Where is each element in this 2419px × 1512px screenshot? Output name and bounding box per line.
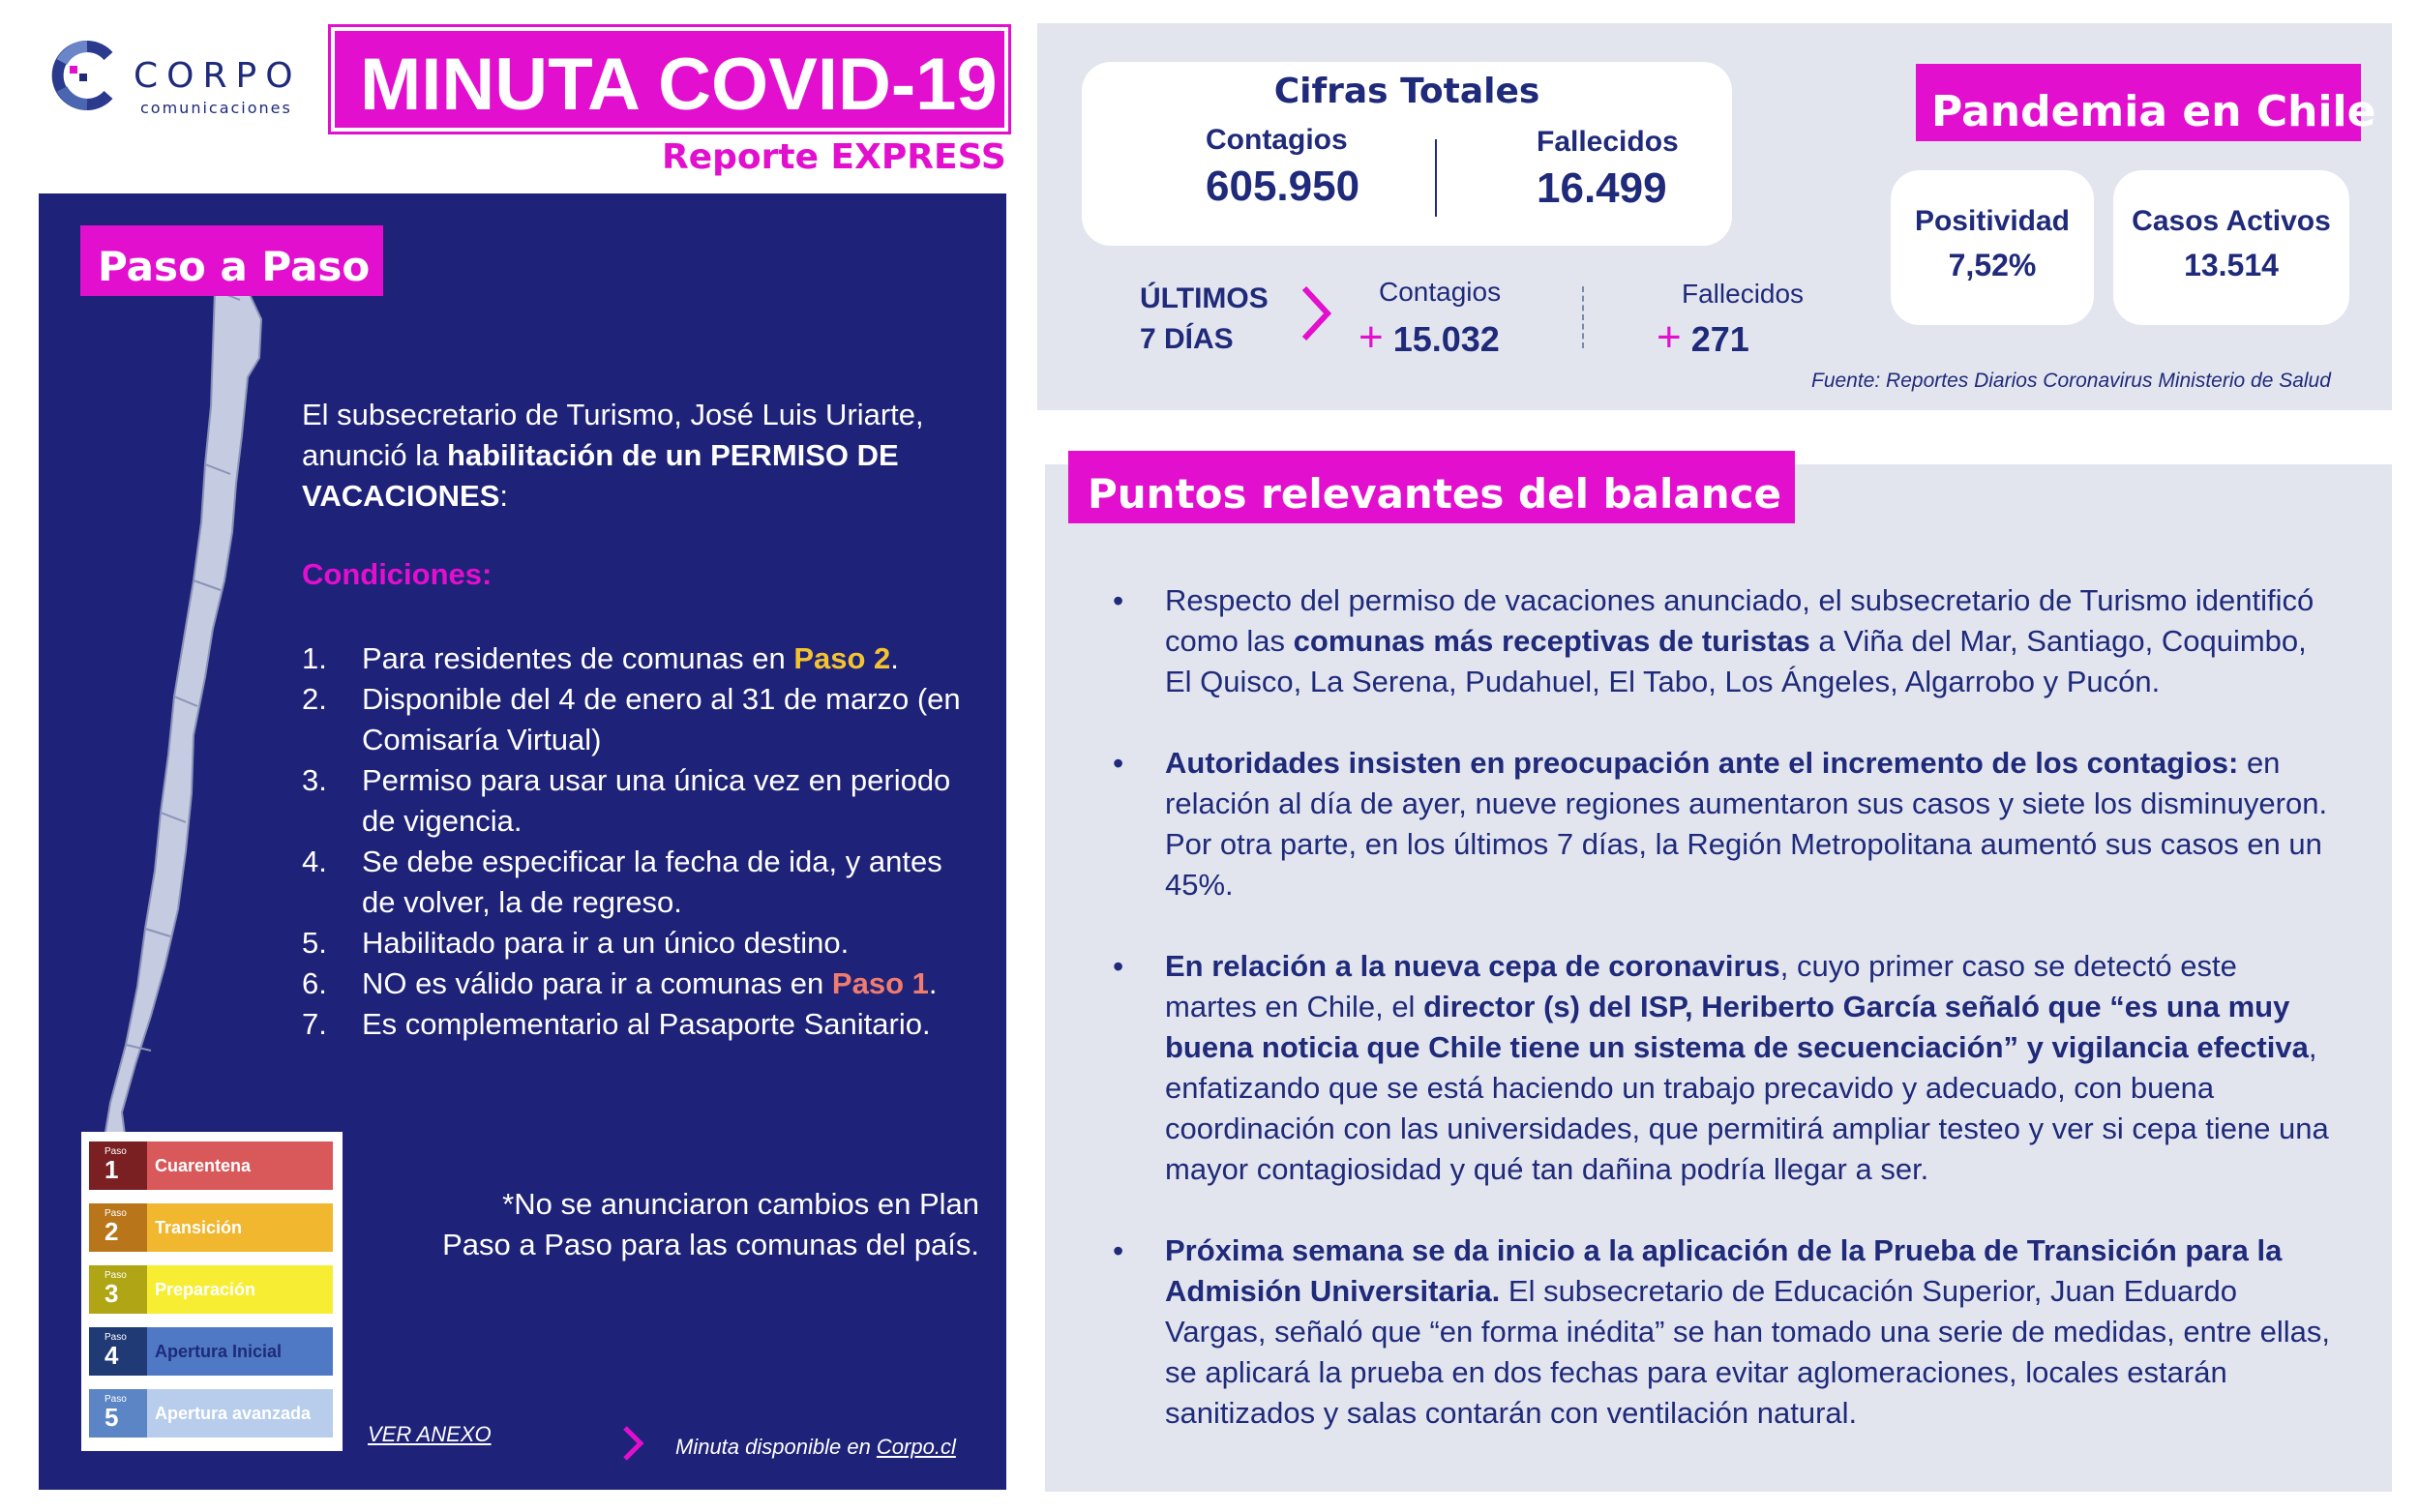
pandemia-chile-tag [1916, 64, 2376, 141]
condition-text: Habilitado para ir a un único destino. [362, 926, 850, 960]
legend-number: 2 [105, 1217, 119, 1246]
pandemia-chile-label: Pandemia en Chile [1931, 87, 2376, 136]
legend-number-box [89, 1389, 147, 1438]
plus-icon: + [1359, 313, 1384, 361]
condition-item [302, 923, 970, 964]
corpo-logo [48, 37, 310, 124]
legend-number-box [89, 1141, 147, 1190]
intro-bold: habilitación de un PERMISO DE VACACIONES [302, 438, 899, 513]
condition-text: Disponible del 4 de enero al 31 de marzo (en Comisaría Virtual) [362, 682, 961, 756]
title-banner [331, 27, 1008, 132]
condition-text: Permiso para usar una única vez en periodo de vigencia. [362, 763, 951, 838]
corpo-logo-icon [48, 37, 126, 114]
point-text: , enfatizando que se está haciendo un trabajo precavido y adecuado, con buena coordinación con las universidades, que permitirá ampliar testeo y ver si cepa tiene una mayor contagiosidad y qué tan dañina podría llegar a ser. [1165, 1030, 2329, 1186]
condition-number: 2. [302, 682, 327, 716]
condition-highlight: Paso 1 [831, 966, 929, 1000]
legend-item [89, 1203, 333, 1252]
chevron-right-icon [1297, 282, 1335, 344]
legend-paso-word: Paso [105, 1394, 127, 1405]
condition-number: 7. [302, 1007, 327, 1041]
legend-number: 1 [105, 1155, 119, 1184]
list-item [1113, 580, 2332, 702]
casos-activos-card [2113, 170, 2349, 325]
ver-anexo-link[interactable]: VER ANEXO [368, 1422, 492, 1446]
list-item [1113, 946, 2332, 1190]
cifras-title: Cifras Totales [1273, 72, 1540, 111]
paso-legend [81, 1132, 343, 1451]
conditions-list [302, 638, 970, 1045]
point-text: a Viña del Mar, Santiago, Coquimbo, El Quisco, La Serena, Pudahuel, El Tabo, Los Ángeles, Algarrobo y Pucón. [1165, 624, 2307, 698]
condition-item [302, 842, 970, 923]
condition-number: 4. [302, 845, 327, 878]
legend-number: 4 [105, 1341, 119, 1370]
logo-subtitle: comunicaciones [140, 99, 292, 117]
positividad-value: 7,52% [1948, 248, 2037, 282]
ultimos-line-2: 7 DÍAS [1140, 323, 1234, 355]
condition-suffix: . [890, 641, 899, 675]
condition-text: Se debe especificar la fecha de ida, y antes de volver, la de regreso. [362, 845, 942, 919]
condition-text: NO es válido para ir a comunas en [362, 966, 832, 1000]
intro-part-1: El subsecretario de Turismo, José Luis Uriarte, anunció la [302, 398, 924, 472]
point-bold: Autoridades insisten en preocupación ante el incremento de los contagios: [1165, 746, 2239, 780]
condition-number: 5. [302, 926, 327, 960]
minuta-available [675, 1435, 956, 1460]
paso-a-paso-tag: Paso a Paso [80, 225, 383, 296]
chevron-right-icon [619, 1424, 648, 1463]
logo-name: CORPO [134, 56, 302, 96]
page-title: MINUTA COVID-19 [360, 44, 998, 126]
point-bold: Próxima semana se da inicio a la aplicación de la Prueba de Transición para la Admisión Universitaria. [1165, 1233, 2283, 1308]
legend-number-box [89, 1327, 147, 1376]
legend-label: Cuarentena [155, 1156, 252, 1175]
legend-item [89, 1389, 333, 1438]
legend-number-box [89, 1203, 147, 1252]
ultimos-7-dias [1140, 279, 1269, 360]
point-text: Respecto del permiso de vacaciones anunciado, el subsecretario de Turismo identificó como las [1165, 583, 2314, 658]
legend-number: 3 [105, 1279, 119, 1308]
ultimos-line-1: ÚLTIMOS [1140, 282, 1269, 314]
point-text: El subsecretario de Educación Superior, Juan Eduardo Vargas, señaló que “en forma inédita” se han tomado una serie de medidas, entre ellas, se aplicará la prueba en dos fechas para evitar aglomeraciones, locales estarán sanitizados y salas contarán con ventilación natural. [1165, 1274, 2330, 1430]
corpo-link[interactable]: Corpo.cl [876, 1435, 956, 1459]
condition-item [302, 638, 970, 679]
casos-activos-label: Casos Activos [2132, 205, 2331, 237]
positividad-label: Positividad [1914, 205, 2071, 237]
condition-item [302, 679, 970, 760]
balance-tag: Puntos relevantes del balance [1068, 451, 1795, 523]
legend-label: Apertura Inicial [155, 1342, 283, 1361]
contagios-value: 605.950 [1206, 163, 1360, 210]
conditions-label: Condiciones: [302, 557, 493, 591]
point-bold: En relación a la nueva cepa de coronavirus [1165, 949, 1780, 983]
divider [1435, 139, 1437, 217]
legend-paso-word: Paso [105, 1146, 127, 1157]
page-subtitle: Reporte EXPRESS [662, 137, 1006, 177]
delta-fallecidos [1657, 313, 1749, 362]
intro-part-2: : [499, 479, 509, 513]
point-text: , cuyo primer caso se detectó este martes en Chile, el [1165, 949, 2237, 1023]
condition-highlight: Paso 2 [793, 641, 891, 675]
condition-text: Es complementario al Pasaporte Sanitario. [362, 1007, 931, 1041]
legend-paso-word: Paso [105, 1270, 127, 1281]
intro-text [302, 395, 960, 517]
list-item [1113, 1230, 2332, 1434]
delta-fallecidos-value: 271 [1690, 319, 1749, 359]
source-note: Fuente: Reportes Diarios Coronavirus Ministerio de Salud [1811, 370, 2331, 392]
list-item [1113, 743, 2332, 905]
condition-number: 3. [302, 763, 327, 797]
condition-item [302, 760, 970, 842]
no-changes-note: *No se anunciaron cambios en Plan Paso a Paso para las comunas del país. [442, 1187, 979, 1261]
balance-points [1113, 580, 2332, 1474]
legend-label: Transición [155, 1218, 243, 1237]
delta-contagios [1359, 313, 1500, 362]
casos-activos-value: 13.514 [2184, 248, 2279, 282]
legend-item [89, 1265, 333, 1314]
delta-contagios-label: Contagios [1379, 277, 1502, 307]
legend-paso-word: Paso [105, 1332, 127, 1343]
condition-item [302, 1004, 970, 1045]
condition-suffix: . [928, 966, 938, 1000]
legend-label: Apertura avanzada [155, 1404, 312, 1423]
totals-panel [1037, 23, 2392, 410]
fallecidos-value: 16.499 [1537, 164, 1667, 212]
cifras-totales-card [1082, 62, 1732, 246]
legend-item [89, 1327, 333, 1376]
legend-number: 5 [105, 1403, 119, 1432]
condition-text: Para residentes de comunas en [362, 641, 794, 675]
legend-label: Preparación [155, 1280, 256, 1299]
condition-number: 1. [302, 641, 327, 675]
point-bold: comunas más receptivas de turistas [1293, 624, 1810, 658]
point-bold: director (s) del ISP, Heriberto García señaló que “es una muy buena noticia que Chile tiene un sistema de secuenciación” y vigilancia efectiva [1165, 990, 2309, 1064]
minuta-text: Minuta disponible en [675, 1435, 877, 1459]
plus-icon: + [1657, 313, 1682, 361]
delta-fallecidos-label: Fallecidos [1682, 279, 1805, 309]
legend-number-box [89, 1265, 147, 1314]
fallecidos-label: Fallecidos [1537, 126, 1679, 158]
balance-panel [1045, 464, 2392, 1492]
delta-contagios-value: 15.032 [1392, 319, 1500, 359]
contagios-label: Contagios [1206, 124, 1348, 156]
dashed-divider [1582, 286, 1584, 348]
point-text: en relación al día de ayer, nueve regiones aumentaron sus casos y siete los disminuyeron. Por otra parte, en los últimos 7 días, la Región Metropolitana aumentó sus casos en un 45%. [1165, 746, 2328, 902]
legend-item [89, 1141, 333, 1190]
legend-paso-word: Paso [105, 1208, 127, 1219]
positividad-card [1891, 170, 2094, 325]
condition-item [302, 964, 970, 1004]
paso-a-paso-panel [39, 193, 1006, 1490]
condition-number: 6. [302, 966, 327, 1000]
